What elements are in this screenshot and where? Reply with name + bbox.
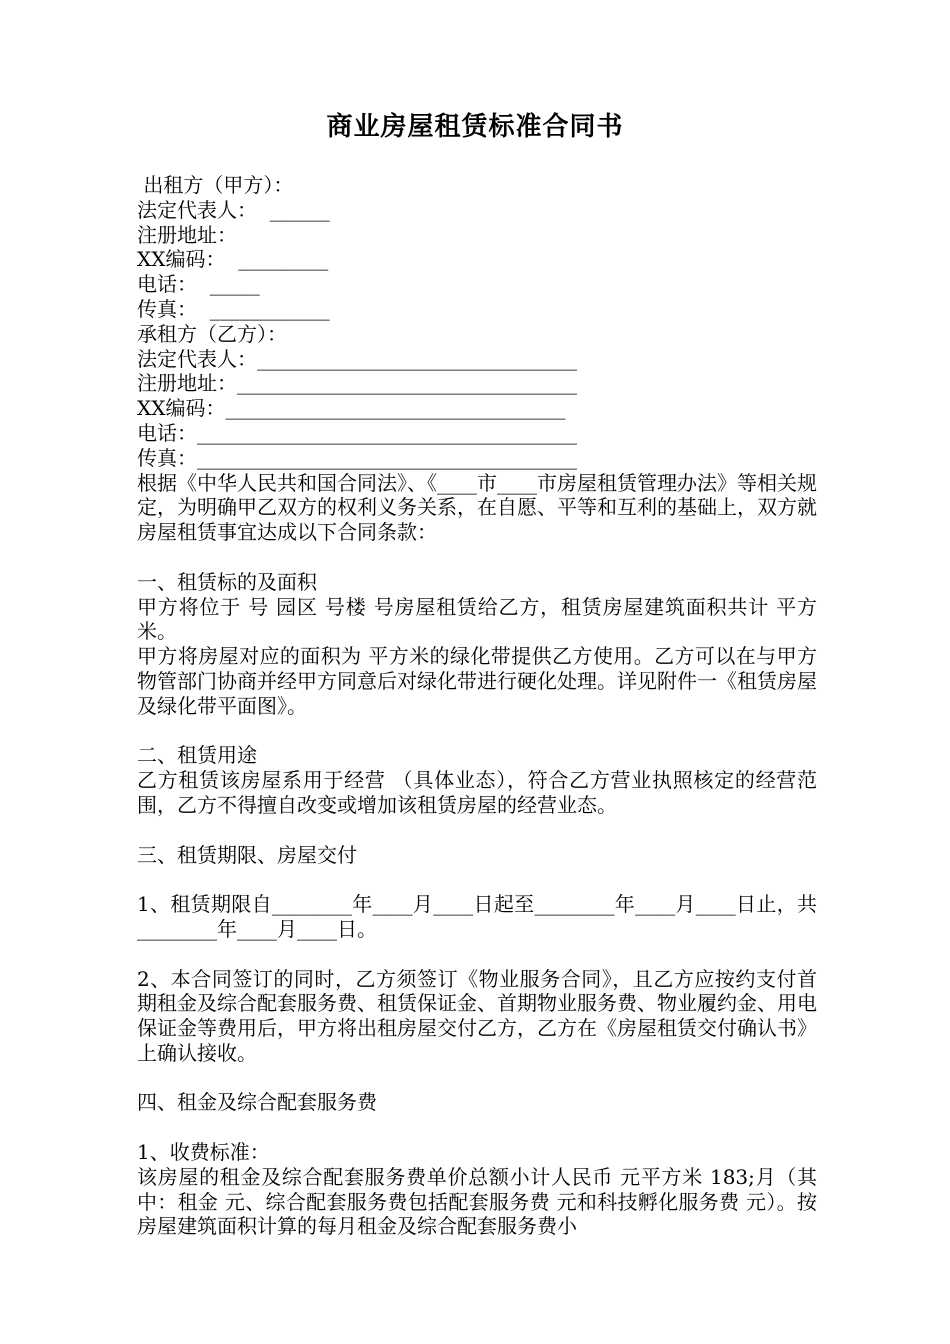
sub-heading: 1、收费标准： [137,1140,270,1165]
spacer [137,942,817,967]
spacer [137,818,817,843]
paragraph: 甲方将房屋对应的面积为 平方米的绿化带提供乙方使用。乙方可以在与甲方物管部门协商并经甲方同意后对绿化带进行硬化处理。详见附件一《租赁房屋及绿化带平面图》。 [137,644,817,718]
section-heading: 一、租赁标的及面积 [137,569,317,594]
paragraph: 乙方租赁该房屋系用于经营 （具体业态），符合乙方营业执照核定的经营范围，乙方不得擅自改变或增加该租赁房屋的经营业态。 [137,768,817,817]
lessor-address: 注册地址： [137,222,237,247]
lessor-representative: 法定代表人： ______ [137,197,330,222]
intro-paragraph: 根据《中华人民共和国合同法》、《____市____市房屋租赁管理办法》等相关规定，为明确甲乙双方的权利义务关系，在自愿、平等和互利的基础上，双方就房屋租赁事宜达成以下合同条款： [137,470,817,545]
spacer [137,1066,817,1091]
lessee-postcode: XX编码：__________________________________ [137,396,566,421]
paragraph: 甲方将位于 号 园区 号楼 号房屋租赁给乙方，租赁房屋建筑面积共计 平方米。 [137,594,817,644]
lessor-fax: 传真： ____________ [137,296,330,321]
spacer [137,545,817,570]
lessor-heading: 出租方（甲方）： [137,173,294,197]
page-title: 商业房屋租赁标准合同书 [326,112,624,142]
section-heading: 二、租赁用途 [137,743,257,768]
lessee-address: 注册地址：__________________________________ [137,371,577,396]
lessee-heading: 承租方（乙方）： [137,321,287,346]
spacer [137,1115,817,1140]
lessor-phone: 电话： _____ [137,272,260,297]
paragraph: 2、本合同签订的同时，乙方须签订《物业服务合同》，且乙方应按约支付首期租金及综合配套服务费、租赁保证金、首期物业服务费、物业履约金、用电保证金等费用后，甲方将出租房屋交付乙方，乙方在《房屋租赁交付确认书》上确认接收。 [137,966,817,1065]
lessee-phone: 电话：______________________________________ [137,420,577,445]
paragraph: 1、租赁期限自________年____月____日起至________年____月____日止，共________年____月____日。 [137,892,817,941]
contract-body [137,173,817,1239]
paragraph: 该房屋的租金及综合配套服务费单价总额小计人民币 元平方米 183;月（其中：租金 元、综合配套服务费包括配套服务费 元和科技孵化服务费 元）。按房屋建筑面积计算的每月租金及综合配套服务费小 [137,1164,817,1239]
lessee-representative: 法定代表人：________________________________ [137,346,577,371]
spacer [137,867,817,892]
lessee-fax: 传真：______________________________________ [137,445,577,470]
section-heading: 三、租赁期限、房屋交付 [137,842,357,867]
section-heading: 四、租金及综合配套服务费 [137,1090,377,1115]
lessor-postcode: XX编码： _________ [137,247,329,272]
spacer [137,719,817,744]
